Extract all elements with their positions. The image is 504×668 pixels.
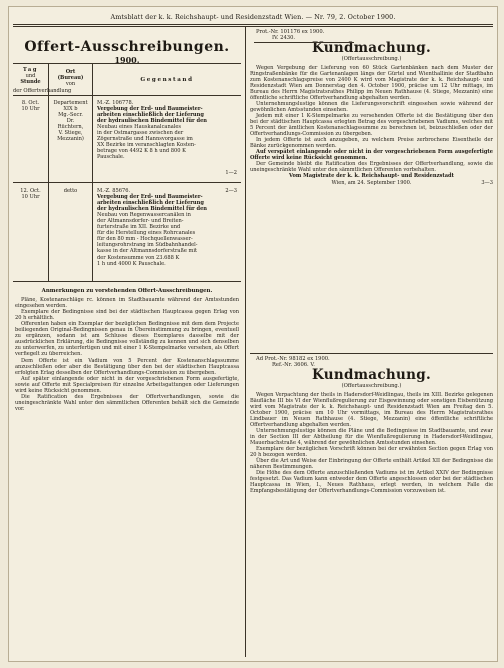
header-subject: Gegenstand xyxy=(140,77,194,83)
notice1-title: Kundmachung. xyxy=(312,40,431,57)
row2-subject-line: kasse in der Altmannsdorferstraße mit xyxy=(97,248,198,255)
notice1-paragraph: Wegen Vergebung der Lieferung von 60 Stück Gartenbänken nach dem Muster der Ringstraßenbänke für die Gartenanlagen längs der Gürtel und Wienthallinie der Stadtbahn zum Kostenanschlagspreise von 2400 K wird vom Magistrate der k. k. Reichshaupt- und Residenzstadt Wien am Donnerstag den 4. October 1900, präcise um 12 Uhr mittags, im Bureau des Herrn Magistratsrathes Philipp im Neuen Rathhause (4. Stiege, Mezzanin) eine öffentliche schriftliche Offertverhandlung abgehalten werden. xyxy=(250,64,493,101)
row1-subject-line: Vergebung der Erd- und Baumeister- xyxy=(97,106,203,113)
row1-date-time: 10 Uhr xyxy=(21,106,40,113)
row1-date xyxy=(13,100,48,112)
row2-subject-line: Vergebung der Erd- und Baumeister- xyxy=(97,194,203,201)
notes-paragraph: Exemplare der Bedingnisse sind bei der städtischen Hauptcassa gegen Erlag von 20 h erhältlich. xyxy=(15,309,239,322)
notes-section xyxy=(15,288,239,654)
running-header: Amtsblatt der k. k. Reichshaupt- und Residenzstadt Wien. — Nr. 79, 2. October 1900. xyxy=(110,13,396,21)
table-col-rule-1 xyxy=(48,63,49,281)
notice2-subtitle: (Offertausschreibung.) xyxy=(341,383,402,390)
notice2-ref-line-2: Ref.-Nr. 3606. V. xyxy=(272,362,315,369)
table-col-rule-2 xyxy=(92,63,93,281)
row1-subject-line: betrage von 4492 K 8 h und 800 K xyxy=(97,148,186,155)
row2-subject-line: 1 h und 4000 K Pauschale. xyxy=(97,260,166,267)
header-place xyxy=(49,69,92,87)
header-place-line-2: (Bureau) xyxy=(57,75,84,82)
notice-1 xyxy=(250,29,493,186)
row1-place-line: Dr. xyxy=(66,118,75,125)
row2-subject-line: für den 80 mm - Hochquellenwasser- xyxy=(97,236,193,243)
header-place-line-1: Ort xyxy=(65,69,76,75)
row1-place-line: Mg.-Secr. xyxy=(58,112,83,119)
row1-place xyxy=(49,100,92,142)
header-date-line-3: Stunde xyxy=(20,79,41,86)
notice1-ref: 3—3 xyxy=(481,179,493,186)
header-date-line-2: und xyxy=(25,73,36,80)
row1-place-line: Rüchtern, xyxy=(57,124,84,131)
row2-subject-line: der Altmannsdorfer- und Breiten- xyxy=(97,218,184,225)
row1-subject-line: in der Ostmargasse zwischen der xyxy=(97,130,184,137)
notes-paragraph: Dem Offerte ist ein Vadium von 5 Percent der Kostenanschlagssumme anzuschließen oder aber die Bestätigung über den bei der städtischen Hauptcassa erfolgten Erlag desselben der Offertverhandlungs-Commission zu übergeben. xyxy=(15,357,239,376)
row1-subject-line: arbeiten einschließlich der Lieferung xyxy=(97,112,204,119)
notice2-body xyxy=(250,392,493,495)
notice2-paragraph: Die Höhe des dem Offerte anzuschließenden Vadiums ist im Artikel XXIV der Bedingnisse festgesetzt. Das Vadium kann entweder dem Offerte angeschlossen oder bei der städtischen Hauptcassa in Wien, I., Neues Rathhaus, erlegt werden, in welchem Falle die Empfangsbestätigung der Offertverhandlungs-Commission vorzuweisen ist. xyxy=(250,470,493,495)
row2-date xyxy=(13,188,48,200)
row1-subject-line: XX Bezirke im veranschlagten Kosten- xyxy=(97,142,196,149)
notes-paragraph: Offerenten haben ein Exemplar der bezüglichen Bedingnisse mit dem dem Projecte beiliegenden Original-Bedingnissen genau in Übereinstimmung zu bringen, eventuell zu ergänzen, sodann ist am Schlusse dieses Exemplares dasselbe mit der ausdrücklichen Erklärung, die Bedingnisse vollständig zu kennen und sich denselben zu unterwerfen, zu unterfertigen und mit einer 1 K-Stempelmarke versehen, als Offert verfiegelt zu überreichen. xyxy=(15,321,239,358)
notice1-paragraph: In jedem Offerte ist auch anzugeben, zu welchem Preise zerbrochene Eisentheile der Bänke zurückgenommen werden. xyxy=(250,137,493,150)
row2-place: detto xyxy=(63,188,78,194)
notice1-paragraph: Der Gemeinde bleibt die Ratification des Ergebnisses der Offertverhandlung, sowie die uneingeschränkte Wahl unter den sämmtlichen Offerenten vorbehalten. xyxy=(250,161,493,174)
header-place-line-3: von xyxy=(65,81,76,88)
row1-subject-line: der hydraulischen Bindemittel für den xyxy=(97,118,208,125)
row1-subject-line: Neubau eines Hauskanalcanales xyxy=(97,124,182,131)
notes-paragraph: Die Ratification des Ergebnisses der Offertverhandlungen, sowie die uneingeschränkte Wahl unter den sämmtlichen Offerenten behält sich die Gemeinde vor. xyxy=(15,393,239,412)
header-date-subtitle: der Offertverhandlung xyxy=(13,88,72,94)
notice1-body xyxy=(250,65,493,186)
offers-title: Offert-Ausschreibungen. xyxy=(24,39,230,55)
row2-subject-line: der hydraulischen Bindemittel für den xyxy=(97,206,208,213)
table-bottom-rule xyxy=(13,281,241,282)
row2-subject-line: Neubau von Regenwassercanälen in xyxy=(97,212,191,219)
header-date xyxy=(13,67,48,85)
notes-heading: Anmerkungen zu vorstehenden Offert-Ausschreibungen. xyxy=(41,288,213,294)
column-divider xyxy=(245,27,246,657)
row1-place-line: Departement xyxy=(53,100,88,106)
notice2-title: Kundmachung. xyxy=(312,367,431,384)
row1-place-line: XIX b xyxy=(63,106,78,113)
row1-subject xyxy=(97,100,237,160)
notice1-ref-line-2: IV. 2430. xyxy=(272,35,296,42)
row2-date-day: 12. Oct. xyxy=(20,188,41,194)
notice1-signature: Vom Magistrate der k. k. Reichshaupt- und Residenzstadt xyxy=(289,173,454,180)
row2-subject-line: leitungsrohrstrang im Südbahnhandel- xyxy=(97,242,198,249)
header-rule-2 xyxy=(13,26,493,27)
row2-subject-line: der Kostensumme von 23.688 K xyxy=(97,254,180,261)
row1-subject-line: M.-Z. 106778. xyxy=(97,100,134,106)
row1-place-line: V. Stiege, xyxy=(58,130,83,137)
notes-paragraph: Pläne, Kostenanschläge rc. können im Stadtbauamte während der Amtsstunden eingesehen werden. xyxy=(15,297,239,310)
row1-subject-line: Zögernstraße und Hannsvorgasse im xyxy=(97,136,193,143)
row2-ref: 2—3 xyxy=(225,188,237,194)
notice2-paragraph: Unternehmungslustige können die Pläne und die Bedingnisse im Stadtbauamte, und zwar in der Section III der Abtheilung für die Wienflußregulierung in Hadersdorf-Weidlingau, Mauerbachstraße 4, während der gewöhnlichen Amtsstunden einsehen. xyxy=(250,427,493,446)
right-column xyxy=(250,29,493,659)
newspaper-page xyxy=(8,6,498,662)
row1-place-line: Mezzanin) xyxy=(57,136,84,143)
notice1-ref-rule xyxy=(254,42,354,43)
notice1-paragraph: Auf verspätet einlangende oder nicht in der vorgeschriebenen Form ausgefertigte Offerte wird keine Rücksicht genommen. xyxy=(250,149,493,162)
notice-2 xyxy=(250,356,493,494)
header-rule xyxy=(13,24,493,25)
row2-date-time: 10 Uhr xyxy=(21,194,40,201)
row2-subject-line: furterstraße im XII. Bezirke und xyxy=(97,224,181,231)
row1-date-day: 8. Oct. xyxy=(21,100,40,106)
notice1-place-date: Wien, am 24. September 1900. xyxy=(331,179,412,186)
row1-ref: 1—2 xyxy=(225,170,237,176)
offers-year: 1900. xyxy=(114,55,140,65)
row1-subject-line: Pauschale. xyxy=(97,154,125,161)
row2-subject xyxy=(97,188,237,267)
header-date-line-1: Tag xyxy=(23,67,38,73)
notice2-paragraph: Exemplare der bezüglichen Vorschrift können bei der erwähnten Section gegen Erlag von 20 h bezogen werden. xyxy=(250,446,493,459)
notice1-paragraph: Unternehmungslustige können die Lieferungsvorschrift eingesehen sowie während der gewöhnlichen Amtsstunden einsehen. xyxy=(250,100,493,113)
offers-title-block xyxy=(13,39,241,65)
notice2-paragraph: Über die Art und Weise der Einbringung der Offerte enthält Artikel XII der Bedingnisse die näheren Bestimmungen. xyxy=(250,458,493,471)
notes-paragraph: Auf später einlangende oder nicht in der vorgeschriebenen Form ausgefertigte, sowie auf Offerte mit Specialpreisen für einzelne Arbeitsgattungen oder Lieferungen wird keine Rücksicht genommen. xyxy=(15,375,239,394)
row2-subject-line: arbeiten einschließlich der Lieferung xyxy=(97,200,204,207)
notice2-paragraph: Wegen Verpachtung der theils in Hadersdorf-Weidlingau, theils im XIII. Bezirke gelegenen Bäufläche III bis VI der Wienflußregulierung zur Eisgewinnung oder sonstigen Eisbenützung wird vom Magistrate der k. k. Reichshaupt- und Residenzstadt Wien am Freitag den 5. October 1900, präcise um 10 Uhr vormittags, im Bureau des Herrn Magistratsrathes Lindbauer im Neuen Rathhause (4. Stiege, Mezzanin) eine öffentliche schriftliche Offertverhandlung abgehalten werden. xyxy=(250,391,493,428)
row2-subject-line: für die Herstellung eines Rohrcanales xyxy=(97,230,196,237)
notice2-ref-line-1: Ad Prot.-Nr. 98182 ex 1900. xyxy=(256,356,330,362)
row2-subject-line: M.-Z. 85676. xyxy=(97,188,131,194)
notice1-paragraph: Jedem mit einer 1 K-Stempelmarke zu versehenden Offerte ist die Bestätigung über den bei der städtischen Hauptcassa erlegten Betrag des vorgeschriebenen Vadiums, welches mit 5 Percent der ämtlichen Kostenanschlagssumme zu berechnen ist, beizuschließen oder der Offertverhandlungs-Commission zu übergeben. xyxy=(250,112,493,138)
notice1-subtitle: (Offertausschreibung.) xyxy=(341,56,402,63)
notice-separator xyxy=(250,353,493,354)
notice1-ref-line-1: Prot.-Nr. 101176 ex 1900. xyxy=(256,29,325,35)
